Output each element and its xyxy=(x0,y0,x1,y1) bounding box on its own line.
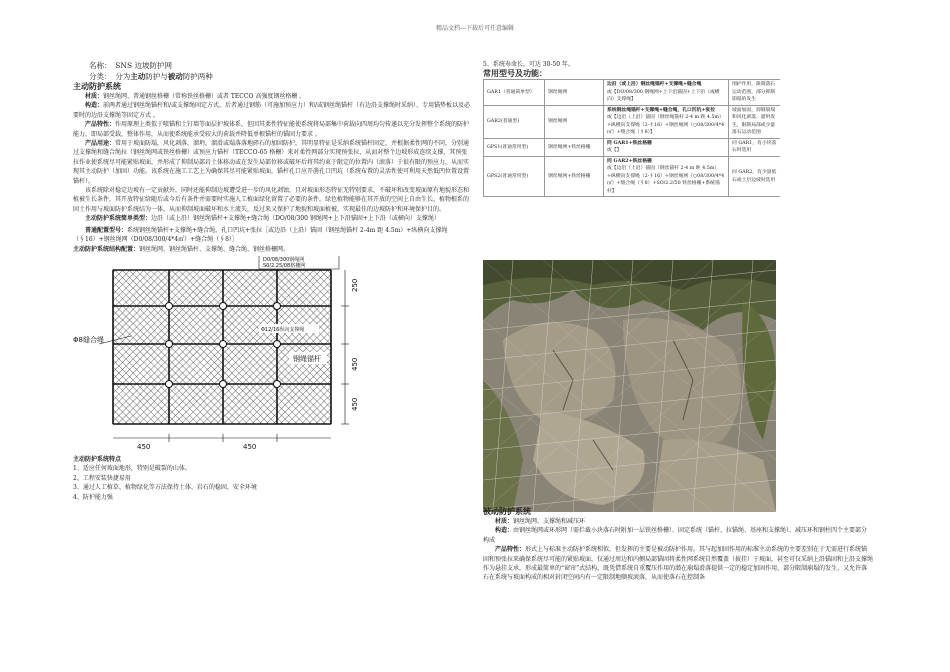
composition-para: 主动防护系统简单类型：边沿（或上沿）钢丝绳锚杆+支撑绳+缝合绳（DO/08/300 钢绳网+上下沿锚固+上下沿（或横向）支撑绳） xyxy=(85,215,440,223)
material-para: 材质：钢丝绳网、普通钢丝格栅（常称铁丝格栅）或者 TECCO 高强度钢丝格栅 。 xyxy=(85,93,306,100)
cell-net: 钢丝绳网 xyxy=(545,80,604,106)
right-column xyxy=(483,60,874,582)
usage-para-2: 该系统除对稳定边坡有一定贡献外，同时还能抑制边坡遭受进一步的风化剥蚀，且对坡面形态特征无特别要求，不破坏和改变坡面原有地貌形态和植被生长条件，其开放特征给随后或今后有条件并需要时实施人工植面绿化留置了必要的条件，绿色植物能够在其开放的空间上自由生长，植物根系的固土作用与坡面防护系统结为一体，从而抑制坡面破坏和水土流失，反过来又保护了地貌和坡面植被，实现最佳的边坡防护和环境保护目的。 xyxy=(73,187,470,213)
label-support: Φ12/16纵向支撑绳 xyxy=(261,326,305,333)
passive-structure-para: 构造：由钢丝绳网或环形网（需拦截小块落石时附加一层铁丝格栅）、固定系统（锚杆、拉锚绳、基座和支撑绳）、减压环和钢柱四个主要部分构成 xyxy=(483,527,868,544)
name-line: 名称： SNS 边坡防护网 xyxy=(89,61,172,70)
cell-function: 同 GAR2，有少量低石或土层边坡时选用 xyxy=(729,156,781,197)
typical-para: 普通配置型号：系统钢丝绳锚杆+支撑绳+缝合绳，孔口凹坑+张拉［或边沿（上沿）锚固（钢丝绳锚杆 2-4m 距 4.5m）+纵横向支撑绳（∮16）+钢丝绳网（D0/08/300/4*4㎡）+缝合绳（∮8）］ xyxy=(73,226,448,244)
cell-model: GAR2(普通型) xyxy=(484,105,545,138)
cell-function: 围护作用，限制落石运动范围，部分抑制崩塌的发生 xyxy=(729,80,781,106)
cell-net: 钢丝绳网+铁丝格栅 xyxy=(545,156,604,197)
life-line: 5、系统寿命长，可达 30-50 年。 xyxy=(483,61,574,68)
config-para: 主动防护系统结构配置：钢丝绳网、钢丝绳锚杆、支撑绳、缝合绳、钢丝格栅网。 xyxy=(73,245,290,253)
dim-450-bottom-right: 450 xyxy=(243,442,257,451)
label-net: D0/08/300钢绳网 xyxy=(263,256,305,263)
dim-450-b: 450 xyxy=(351,397,359,411)
class-line: 分类： 分为主动防护与被动防护两种 xyxy=(89,72,213,81)
structure-para: 构造：前两者通过钢丝绳锚杆和/或支撑绳固定方式，后者通过钢筋（可施加预应力）和/或钢丝绳锚杆（有边沿支撑绳时采纳）、专用锚垫板以及必要时的边沿支撑绳等固定方式 。 xyxy=(73,102,471,119)
passive-material-para: 材质：钢丝绳网、支撑绳和减压环 xyxy=(495,518,586,525)
label-rope: Φ8缝合绳 xyxy=(73,335,104,344)
cell-net: 钢丝绳网 xyxy=(545,105,604,138)
feature-item-1: 1、适应任何坡面地形，特别是破裂的山体。 xyxy=(73,465,191,473)
slope-photo xyxy=(483,260,776,512)
active-system-title: 主动防护系统 xyxy=(73,82,121,91)
cell-net: 钢丝绳网+铁丝格栅 xyxy=(545,138,604,156)
feature-para: 产品特性：作用原理上类似于喷锚和土钉墙等面层护坡体系，但因其柔性特征能使系统将局部集中荷载向四周均匀传递以充分发挥整个系统的防护能力，即局部受载，整体作用，从而使系统能承受较大的荷载并降低单根锚杆的锚固力要求 。 xyxy=(73,121,470,138)
table-title: 常用型号及功能： xyxy=(483,69,547,79)
model-table xyxy=(483,79,780,197)
table-row: GPS1(普通常用型) 钢丝绳网+铁丝格栅 同 GAR1+铁丝格栅 或【】 同 GAR1，有小块落石时选用 xyxy=(484,138,781,156)
cell-model: GPS2(普通常用型) xyxy=(484,156,545,197)
left-column xyxy=(73,60,471,502)
dim-450-bottom-left: 450 xyxy=(137,442,151,451)
usage-para: 产品用途：常用于坡面防塌，风化剥落，溜坍，溜滑或塌落落地碎石的加固防护，其明显特征是采纳系统锚杆固定，并根据柔性网的不同，分别通过支撑绳和缝合绳拉（钢丝绳网或铁丝格栅）或预应力锚杆（TECCO-65 格栅）来对柔性网部分实现预张拉，从而对整个边坡形成连续支撑，其预张拉作业使系统尽可能紧贴坡面，并形成了抑制局部岩土体移动或在发生局部位移或破坏后将其约束于限定的位置内（滚落）于很有限的预应力，从而实现其主动防护（加固）功能。该系统在施工工艺上为确保其尽可能紧贴坡面，锚杆孔口应开凿孔口凹坑（系统布置的灵活性使可利用天然低凹位置设置锚杆）。 xyxy=(73,140,470,185)
cell-model: GPS1(普通常用型) xyxy=(484,138,545,156)
feature-item-3: 3、通过人工植草、植物绿化等方法保持土体、岩石的稳固，安全环境 xyxy=(73,484,257,492)
dim-250: 250 xyxy=(351,278,359,292)
feature-item-2: 2、工程安装快捷易用 xyxy=(73,474,131,482)
passive-feature-para: 产品特性：形式上与标准主动防护系统相似，但发挥的主要是被动防护作用。其与起加固作用的标准主动系统的主要差别在于无需进行系统锚固和预张拉来确保系统尽可能的紧贴坡面，仅通过周边和内侧局部锚固将柔性网系统自然覆盖（披挂）于坡面，甚至可仅采纳上沿锚固和上沿支撑绳作为悬挂支承，形成最简单的“窗帘”式结构，既凭借系统自重覆压作用的潜在崩塌滑落提供一定的稳定加固作用，部分限制崩塌的发生，又允许落石在系统与坡面构成的相对封闭空间内有一定限制地顺坡滚落，从而使落石在控制条 xyxy=(483,546,874,582)
label-spacing: S0/2.25/08格栅网 xyxy=(263,262,306,269)
table-row: GAR2(普通型) 钢丝绳网 系统钢丝绳锚杆+支撑绳+缝合绳，孔口凹坑+张拉 或【边沿（上沿）锚固（钢丝绳锚杆 2-4 m 距 4.5m）+纵横向支撑绳（2-∮16）+钢丝绳网（○08/300/4*4㎡）+缝合绳（∮8）】 坡面加固，抑制崩塌和风化剥落、溜坍发生，限制局部或少量落石运动范围 xyxy=(484,105,781,138)
table-row: GAR1（普通简单型） 钢丝绳网 边沿（或上沿）钢丝绳锚杆+支撑绳+缝合绳 或【DO/08/300 钢绳网+上下沿锚固+上下沿（或横向）支撑绳】 围护作用，限制落石运动范围，部分抑制崩塌的发生 xyxy=(484,80,781,106)
cell-function: 坡面加固，抑制崩塌和风化剥落、溜坍发生，限制局部或少量落石运动范围 xyxy=(729,105,781,138)
table-row: GPS2(普通常用型) 钢丝绳网+铁丝格栅 同 GAR2+铁丝格栅 或【边沿（上沿）锚固（钢丝锚杆 2-4 m 距 4.5m）+纵横向支撑绳（2-∮16）+钢丝绳网（○08/300/4*4㎡）+缝合绳（∮8）+SO/2.2/50 铁丝格栅+系统锚杆】 同 GAR2，有少量低石或土层边坡时选用 xyxy=(484,156,781,197)
cell-function: 同 GAR1，有小块落石时选用 xyxy=(729,138,781,156)
dim-450-a: 450 xyxy=(351,357,359,371)
page-header: 精品文档---下载后可任意编辑 xyxy=(435,25,515,32)
feature-item-4: 4、防护能力强 xyxy=(73,493,113,501)
label-anchor: 钢绳锚杆 xyxy=(293,354,321,363)
passive-system-title: 被动防护系统 xyxy=(483,507,531,516)
cell-model: GAR1（普通简单型） xyxy=(484,80,545,106)
net-structure-diagram xyxy=(73,256,373,451)
features-title: 主动防护系统特点 xyxy=(73,455,122,463)
